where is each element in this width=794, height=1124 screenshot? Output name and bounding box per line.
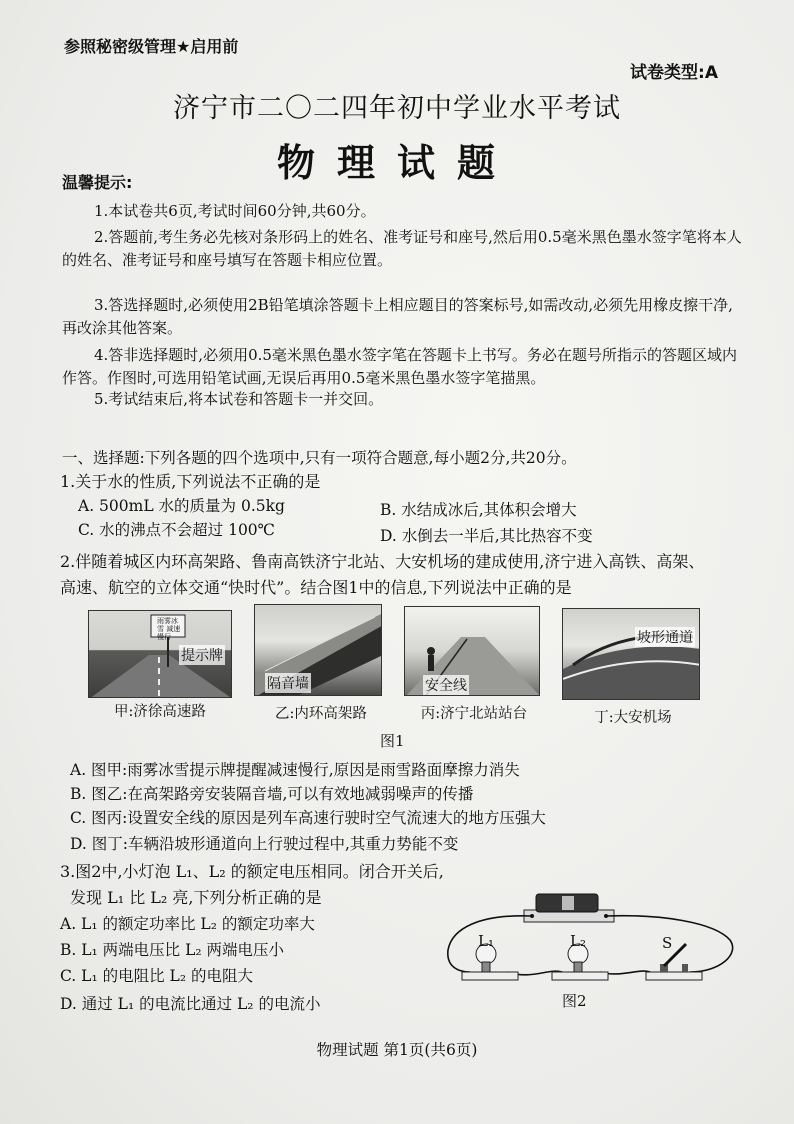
- photo-tag-sign: 提示牌: [179, 645, 225, 665]
- tip-item: 5.考试结束后,将本试卷和答题卡一并交回。: [94, 390, 384, 408]
- q1-option-d: D. 水倒去一半后,其比热容不变: [380, 527, 593, 545]
- q2-stem-line2: 高速、航空的立体交通“快时代”。结合图1中的信息,下列说法中正确的是: [60, 578, 572, 597]
- secret-notice: 参照秘密级管理★启用前: [64, 37, 239, 56]
- tip-item: 3.答选择题时,必须使用2B铅笔填涂答题卡上相应题目的答案标号,如需改动,必须先用橡皮擦干净,再改涂其他答案。: [62, 296, 733, 337]
- paper-type: 试卷类型:A: [630, 63, 718, 83]
- photo-caption: 甲:济徐高速路: [114, 704, 206, 720]
- switch-label: S: [662, 934, 673, 952]
- tip-item: 2.答题前,考生务必先核对条形码上的姓名、准考证号和座号,然后用0.5毫米黑色墨水签字笔将本人的姓名、准考证号和座号填写在答题卡相应位置。: [62, 228, 742, 269]
- exam-title: 济宁市二〇二四年初中学业水平考试: [173, 93, 621, 124]
- q3-option-c: C. L₁ 的电阻比 L₂ 的电阻大: [60, 967, 253, 985]
- q3-stem-line2: 发现 L₁ 比 L₂ 亮,下列分析正确的是: [70, 888, 322, 907]
- q2-stem-line1: 2.伴随着城区内环高架路、鲁南高铁济宁北站、大安机场的建成使用,济宁进入高铁、高架、: [60, 552, 705, 571]
- q3-option-a: A. L₁ 的额定功率比 L₂ 的额定功率大: [60, 915, 315, 933]
- q2-option-b: B. 图乙:在高架路旁安装隔音墙,可以有效地减弱噪声的传播: [70, 785, 474, 803]
- photo-station: [404, 606, 540, 696]
- lamp1-label: L₁: [478, 932, 494, 950]
- road-sign-text: 雨雾冰雪 减速慢行: [157, 617, 181, 641]
- q1-option-c: C. 水的沸点不会超过 100℃: [78, 521, 276, 539]
- photo-caption: 丁:大安机场: [594, 710, 672, 726]
- tips-heading: 温馨提示:: [62, 173, 133, 192]
- q2-option-a: A. 图甲:雨雾冰雪提示牌提醒减速慢行,原因是雨雪路面摩擦力消失: [70, 761, 520, 779]
- figure2-label: 图2: [562, 992, 587, 1010]
- q3-stem-line1: 3.图2中,小灯泡 L₁、L₂ 的额定电压相同。闭合开关后,: [60, 862, 444, 881]
- lamp2-label: L₂: [570, 932, 586, 950]
- photo-tag-safety-line: 安全线: [423, 675, 469, 695]
- q2-option-c: C. 图丙:设置安全线的原因是列车高速行驶时空气流速大的地方压强大: [70, 809, 546, 827]
- q3-option-b: B. L₁ 两端电压比 L₂ 两端电压小: [60, 941, 285, 959]
- photo-tag-ramp: 坡形通道: [635, 627, 695, 647]
- photo-caption: 乙:内环高架路: [275, 706, 367, 722]
- photo-elevated-road: [254, 604, 382, 696]
- section-heading: 一、选择题:下列各题的四个选项中,只有一项符合题意,每小题2分,共20分。: [62, 449, 577, 467]
- tip-item: 4.答非选择题时,必须用0.5毫米黑色墨水签字笔在答题卡上书写。务必在题号所指示的答题区域内作答。作图时,可选用铅笔试画,无误后再用0.5毫米黑色墨水签字笔描黑。: [62, 346, 737, 387]
- photo-caption: 丙:济宁北站站台: [420, 706, 528, 722]
- q1-option-b: B. 水结成冰后,其体积会增大: [380, 501, 577, 519]
- figure1-label: 图1: [380, 732, 405, 750]
- page-footer: 物理试题 第1页(共6页): [316, 1041, 478, 1059]
- ramp-illustration: [563, 609, 700, 700]
- q1-option-a: A. 500mL 水的质量为 0.5kg: [78, 497, 285, 515]
- q2-option-d: D. 图丁:车辆沿坡形通道向上行驶过程中,其重力势能不变: [70, 835, 459, 853]
- q1-stem: 1.关于水的性质,下列说法不正确的是: [60, 472, 321, 491]
- q3-option-d: D. 通过 L₁ 的电流比通过 L₂ 的电流小: [60, 995, 321, 1013]
- tip-item: 1.本试卷共6页,考试时间60分钟,共60分。: [94, 202, 376, 220]
- photo-tag-soundwall: 隔音墙: [265, 673, 311, 693]
- photo-airport: [562, 608, 700, 700]
- subject-title: 物理试题: [276, 141, 517, 185]
- photo-highway: [88, 610, 232, 698]
